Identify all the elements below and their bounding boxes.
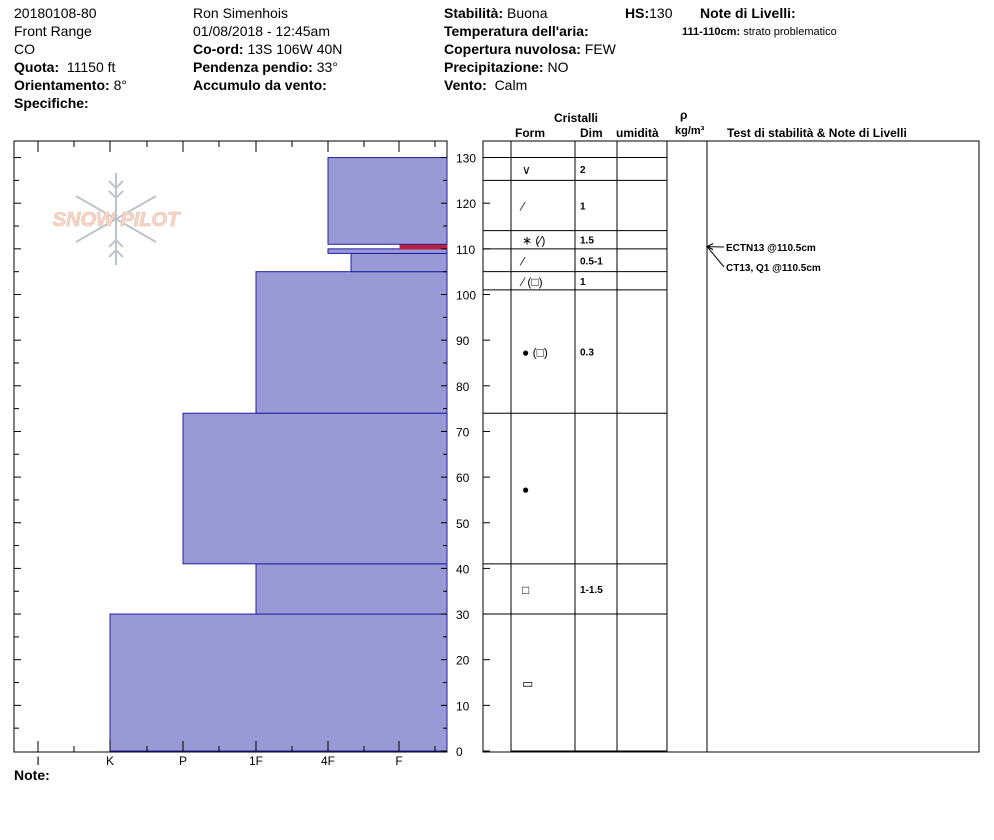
cloud-value: FEW	[584, 41, 616, 57]
depth-tick-label-80: 80	[456, 379, 470, 394]
depth-tick-label-90: 90	[456, 334, 470, 349]
dim-header: Dim	[580, 126, 603, 140]
elevation-value: 11150 ft	[66, 59, 116, 75]
wind-value: Calm	[494, 77, 528, 93]
hardness-label-K: K	[105, 754, 115, 768]
depth-tick-label-130: 130	[456, 151, 477, 166]
aspect-value: 8°	[113, 77, 127, 93]
depth-tick-label-0: 0	[456, 745, 463, 759]
wind-label: Vento:	[444, 77, 487, 93]
depth-tick-label-20: 20	[456, 653, 470, 668]
depth-tick-label-60: 60	[456, 471, 470, 486]
hs-label: HS:	[625, 5, 650, 21]
crystal-size-7: 1-1.5	[580, 584, 603, 596]
hardness-label-F: F	[395, 754, 403, 768]
test-label-1: CT13, Q1 @110.5cm	[726, 263, 821, 274]
state: CO	[14, 41, 35, 57]
stability-tests	[707, 243, 821, 274]
layer-notes-title: Note di Livelli:	[700, 5, 796, 21]
depth-tick-label-70: 70	[456, 425, 470, 440]
humidity-header: umidità	[616, 126, 659, 140]
air-temp-label: Temperatura dell'aria:	[444, 23, 589, 39]
crystal-size-4: 1	[580, 276, 586, 288]
hardness-layer-0	[110, 614, 447, 751]
depth-tick-label-30: 30	[456, 608, 470, 623]
crystal-form-0: ∨	[522, 162, 531, 177]
crystal-size-0: 2	[580, 164, 586, 176]
crystal-size-5: 0.3	[580, 347, 594, 359]
aspect-label: Orientamento:	[14, 77, 110, 93]
hardness-layer-3	[256, 272, 447, 414]
pit-id: 20180108-80	[14, 5, 97, 21]
rho-header: ρ	[680, 108, 688, 122]
wind-loading-label: Accumulo da vento:	[193, 77, 327, 93]
coord-label: Co-ord:	[193, 41, 244, 57]
density-unit-header: kg/m³	[675, 125, 705, 137]
hardness-layer-5	[328, 249, 447, 254]
depth-tick-label-50: 50	[456, 516, 470, 531]
depth-tick-label-100: 100	[456, 288, 477, 303]
crystal-form-4: ⁄ (□)	[522, 274, 543, 289]
slope-label: Pendenza pendio:	[193, 59, 313, 75]
crystal-size-1: 1	[580, 201, 586, 213]
hardness-layers	[110, 158, 447, 751]
test-label-0: ECTN13 @110.5cm	[726, 243, 816, 254]
depth-tick-label-10: 10	[456, 699, 470, 714]
hardness-layer-1	[256, 564, 447, 614]
form-header: Form	[515, 126, 545, 140]
cloud-label: Copertura nuvolosa:	[444, 41, 581, 57]
crystal-size-3: 0.5-1	[580, 256, 603, 268]
slope-value: 33°	[316, 59, 338, 75]
depth-tick-label-120: 120	[456, 197, 477, 212]
crystal-form-6: ●	[522, 482, 530, 497]
crystal-form-8: ▭	[522, 676, 534, 691]
crystals-header: Cristalli	[554, 111, 599, 125]
coord-value: 13S 106W 40N	[247, 41, 343, 57]
precip-label: Precipitazione:	[444, 59, 544, 75]
hardness-layer-4	[351, 253, 447, 271]
crystal-form-2: ∗ (⁄)	[522, 233, 546, 248]
depth-tick-label-40: 40	[456, 562, 470, 577]
precip-value: NO	[547, 59, 569, 75]
crystal-form-5: ● (□)	[522, 345, 548, 360]
crystal-form-7: □	[522, 582, 530, 597]
mountain-range: Front Range	[14, 23, 92, 39]
elevation-label: Quota:	[14, 59, 60, 75]
layer-note-text: strato problematico	[743, 26, 837, 38]
hardness-layer-7	[328, 158, 447, 245]
snowpilot-logo	[53, 173, 181, 265]
hardness-label-1F: 1F	[248, 754, 264, 768]
notes-label: Note:	[14, 767, 50, 783]
specifics-label: Specifiche:	[14, 95, 89, 111]
hardness-layer-2	[183, 413, 447, 564]
depth-tick-label-110: 110	[456, 242, 476, 257]
crystal-form-3: ⁄	[522, 254, 525, 269]
layer-note-range: 111-110cm:	[682, 26, 741, 38]
observer: Ron Simenhois	[193, 5, 288, 21]
hardness-label-I: I	[36, 754, 40, 768]
hs-value: 130	[649, 5, 673, 21]
tests-header: Test di stabilità & Note di Livelli	[727, 126, 907, 140]
stability-label: Stabilità:	[444, 5, 504, 21]
hardness-layer-6	[400, 244, 447, 249]
stratigraphy-table-frame	[483, 141, 979, 752]
hardness-label-4F: 4F	[320, 754, 336, 768]
test-pointer-1	[707, 247, 724, 267]
stability-value: Buona	[507, 5, 548, 21]
hardness-label-P: P	[178, 754, 188, 768]
crystal-form-1: ⁄	[522, 199, 525, 214]
crystal-size-2: 1.5	[580, 235, 594, 247]
datetime: 01/08/2018 - 12:45am	[193, 23, 330, 39]
logo-text: SNOW PILOT	[52, 209, 180, 231]
